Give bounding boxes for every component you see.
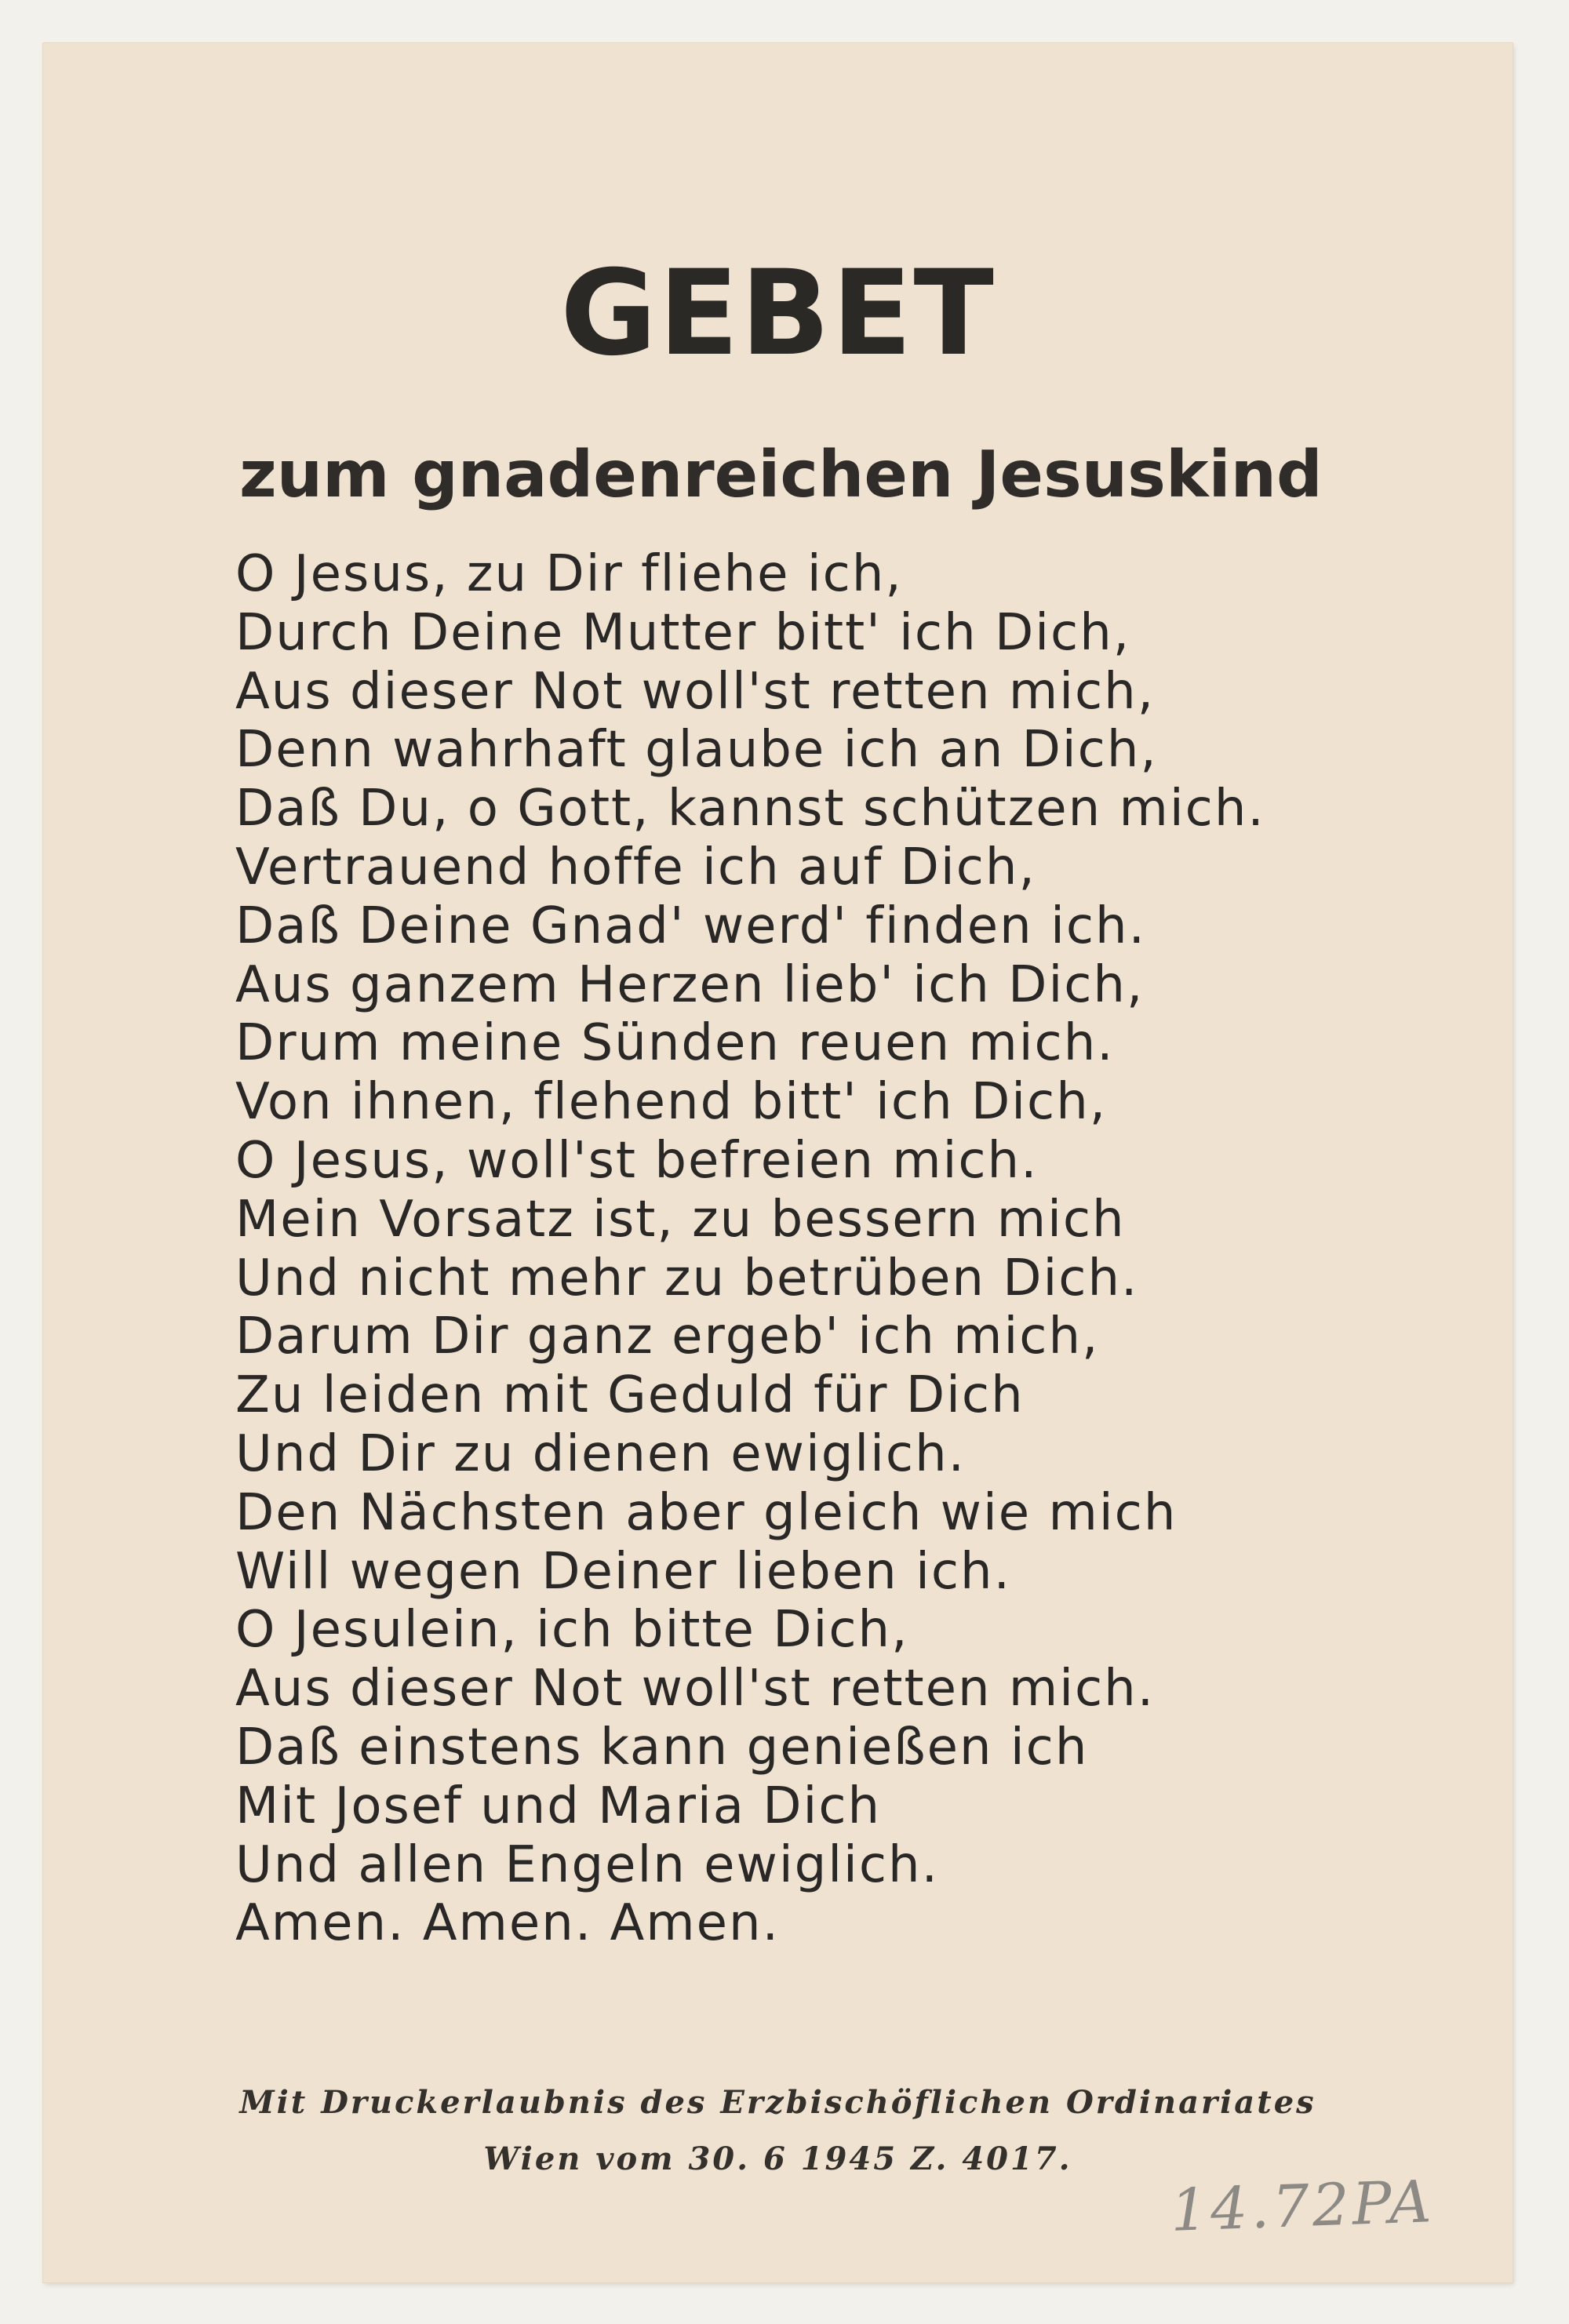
prayer-line: Will wegen Deiner lieben ich. bbox=[235, 1542, 1011, 1601]
prayer-line: Daß Du, o Gott, kannst schützen mich. bbox=[235, 780, 1265, 838]
prayer-line: Aus ganzem Herzen lieb' ich Dich, bbox=[235, 955, 1145, 1014]
document-title: GEBET bbox=[560, 245, 996, 382]
prayer-line: Aus dieser Not woll'st retten mich. bbox=[235, 1660, 1156, 1718]
prayer-line: Mein Vorsatz ist, zu bessern mich bbox=[235, 1190, 1126, 1249]
prayer-line: Durch Deine Mutter bitt' ich Dich, bbox=[235, 603, 1131, 662]
prayer-line: O Jesulein, ich bitte Dich, bbox=[235, 1601, 909, 1660]
prayer-line: Amen. Amen. Amen. bbox=[235, 1894, 780, 1953]
prayer-line: Und Dir zu dienen ewiglich. bbox=[235, 1424, 966, 1483]
prayer-line: Daß einstens kann genießen ich bbox=[235, 1718, 1089, 1777]
prayer-line: Mit Josef und Maria Dich bbox=[235, 1777, 882, 1835]
prayer-line: Vertrauend hoffe ich auf Dich, bbox=[235, 838, 1036, 897]
prayer-line: Von ihnen, flehend bitt' ich Dich, bbox=[235, 1073, 1108, 1132]
prayer-line: Aus dieser Not woll'st retten mich, bbox=[235, 662, 1156, 721]
prayer-line: Und nicht mehr zu betrüben Dich. bbox=[235, 1249, 1139, 1307]
prayer-line: Und allen Engeln ewiglich. bbox=[235, 1835, 939, 1894]
prayer-line: Drum meine Sünden reuen mich. bbox=[235, 1014, 1115, 1073]
prayer-text bbox=[235, 545, 1491, 1953]
prayer-line: Daß Deine Gnad' werd' finden ich. bbox=[235, 897, 1146, 955]
handwritten-archive-note: 14.72PA bbox=[1169, 2168, 1436, 2245]
prayer-line: Den Nächsten aber gleich wie mich bbox=[235, 1483, 1178, 1542]
prayer-line: Denn wahrhaft glaube ich an Dich, bbox=[235, 721, 1158, 780]
prayer-line: Zu leiden mit Geduld für Dich bbox=[235, 1366, 1025, 1425]
prayer-line: O Jesus, zu Dir fliehe ich, bbox=[235, 545, 903, 603]
prayer-card bbox=[43, 43, 1513, 2282]
imprimatur-line-1: Mit Druckerlaubnis des Erzbischöflichen Ordinariates bbox=[239, 2084, 1316, 2121]
document-subtitle: zum gnadenreichen Jesuskind bbox=[239, 438, 1323, 512]
imprimatur bbox=[43, 2075, 1513, 2188]
imprimatur-line-2: Wien vom 30. 6 1945 Z. 4017. bbox=[483, 2140, 1072, 2177]
prayer-line: Darum Dir ganz ergeb' ich mich, bbox=[235, 1307, 1100, 1366]
prayer-line: O Jesus, woll'st befreien mich. bbox=[235, 1131, 1039, 1190]
